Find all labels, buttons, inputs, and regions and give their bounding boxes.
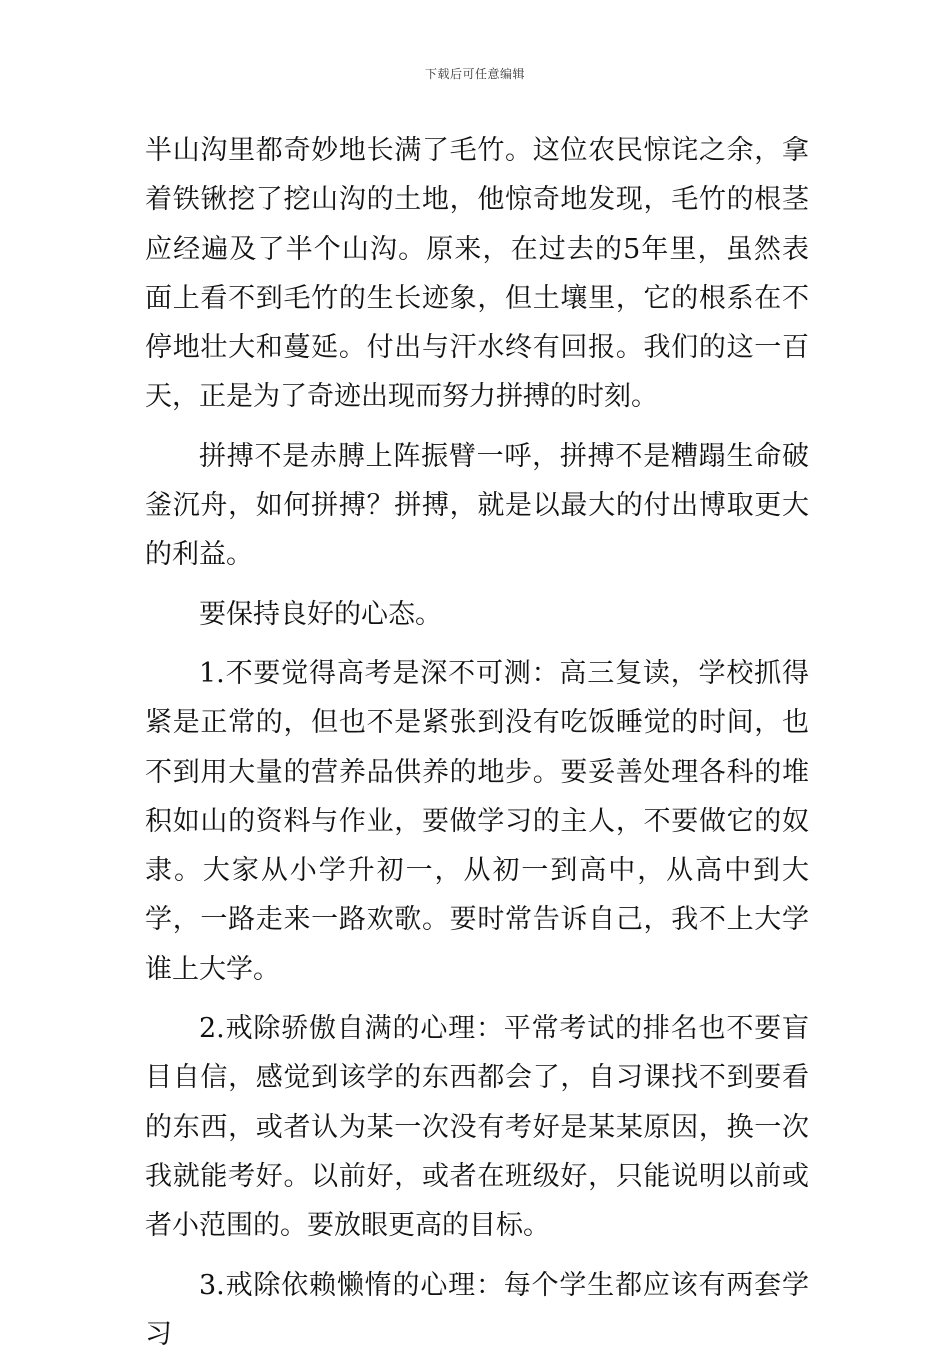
paragraph-point-3: 3.戒除依赖懒惰的心理：每个学生都应该有两套学习: [145, 1269, 809, 1350]
paragraph-struggle: 拼搏不是赤膊上阵振臂一呼，拼搏不是糟蹋生命破釜沉舟，如何拼搏？拼搏，就是以最大的付出博取更大的利益。: [145, 440, 809, 571]
paragraph-mindset-heading: 要保持良好的心态。: [199, 598, 442, 630]
paragraph-continuation: 半山沟里都奇妙地长满了毛竹。这位农民惊诧之余，拿着铁锹挖了挖山沟的土地，他惊奇地发现，毛竹的根茎应经遍及了半个山沟。原来，在过去的5年里，虽然表面上看不到毛竹的生长迹象，但土壤里，它的根系在不停地壮大和蔓延。付出与汗水终有回报。我们的这一百天，正是为了奇迹出现而努力拼搏的时刻。: [145, 135, 809, 413]
paragraph-point-1: 1.不要觉得高考是深不可测：高三复读，学校抓得紧是正常的，但也不是紧张到没有吃饭睡觉的时间，也不到用大量的营养品供养的地步。要妥善处理各科的堆积如山的资料与作业，要做学习的主人，不要做它的奴隶。大家从小学升初一，从初一到高中，从高中到大学，一路走来一路欢歌。要时常告诉自己，我不上大学谁上大学。: [145, 657, 809, 985]
paragraph-point-2: 2.戒除骄傲自满的心理：平常考试的排名也不要盲目自信，感觉到该学的东西都会了，自习课找不到要看的东西，或者认为某一次没有考好是某某原因，换一次我就能考好。以前好，或者在班级好，只能说明以前或者小范围的。要放眼更高的目标。: [145, 1013, 809, 1242]
page-header: 下载后可任意编辑: [424, 67, 525, 81]
document-body: [145, 126, 809, 1359]
